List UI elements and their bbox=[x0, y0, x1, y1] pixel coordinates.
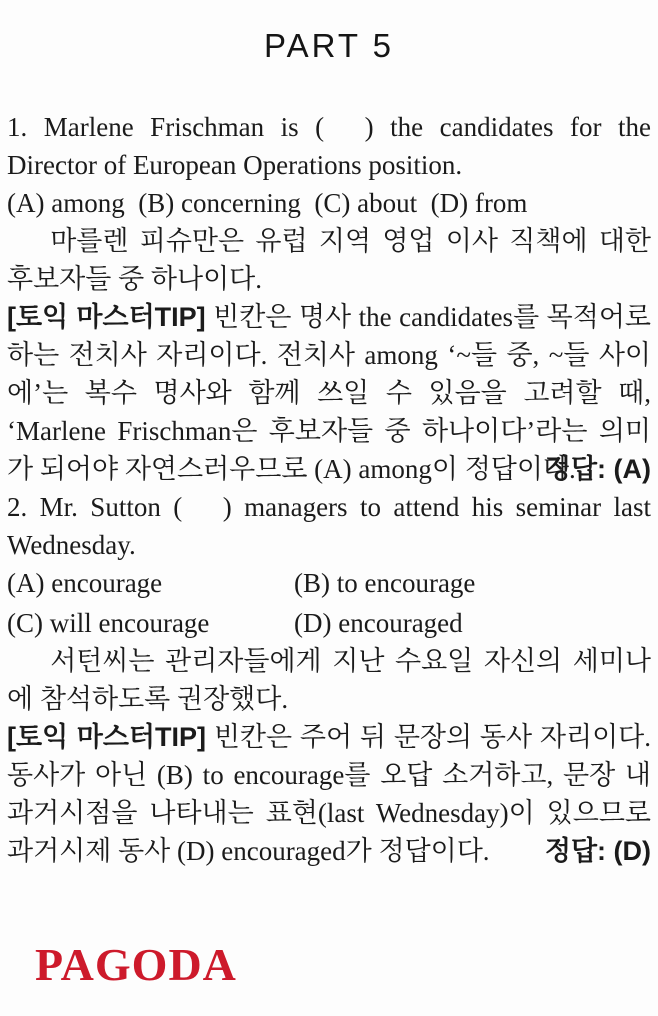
question-2-tip bbox=[7, 718, 651, 870]
question-1-tip bbox=[7, 298, 651, 488]
option-d: (D) encouraged bbox=[294, 608, 463, 638]
question-1-answer: 정답: (A) bbox=[544, 454, 651, 484]
tip-body: 빈칸은 명사 the candidates를 목적어로 하는 전치사 자리이다. 전치사 among ‘~들 중, ~들 사이에’는 복수 명사와 함께 쓰일 수 있음을 고려할 때, ‘Marlene Frischman은 후보자들 중 하나이다’라는 의미가 되어야 자연스러우므로 (A) among이 정답이다. bbox=[7, 302, 651, 484]
question-1-translation: 마를렌 피슈만은 유럽 지역 영업 이사 직책에 대한 후보자들 중 하나이다. bbox=[7, 226, 651, 294]
question-2-translation: 서턴씨는 관리자들에게 지난 수요일 자신의 세미나에 참석하도록 권장했다. bbox=[7, 646, 651, 714]
question-2-answer: 정답: (D) bbox=[544, 836, 651, 866]
tip-label: [토익 마스터TIP] bbox=[7, 722, 206, 752]
question-2-options bbox=[7, 564, 651, 642]
question-2-stem: 2. Mr. Sutton ( ) managers to attend his seminar last Wednesday. bbox=[7, 492, 651, 560]
question-1-stem: 1. Marlene Frischman is ( ) the candidates for the Director of European Operations position. bbox=[7, 112, 651, 180]
page-title: PART 5 bbox=[264, 27, 394, 64]
option-a: (A) encourage bbox=[7, 568, 163, 598]
tip-body: 빈칸은 주어 뒤 문장의 동사 자리이다. 동사가 아닌 (B) to encourage를 오답 소거하고, 문장 내 과거시점을 나타내는 표현(last Wednesday)이 있으므로 과거시제 동사 (D) encouraged가 정답이다. bbox=[7, 722, 651, 866]
question-1-options: (A) among (B) concerning (C) about (D) from bbox=[7, 188, 528, 218]
question-2-block bbox=[7, 488, 651, 870]
tip-label: [토익 마스터TIP] bbox=[7, 302, 206, 332]
option-c: (C) will encourage bbox=[7, 608, 210, 638]
footer bbox=[7, 939, 651, 990]
option-b: (B) to encourage bbox=[294, 568, 476, 598]
pagoda-logo: PAGODA bbox=[35, 939, 237, 990]
question-1-block bbox=[7, 108, 651, 488]
